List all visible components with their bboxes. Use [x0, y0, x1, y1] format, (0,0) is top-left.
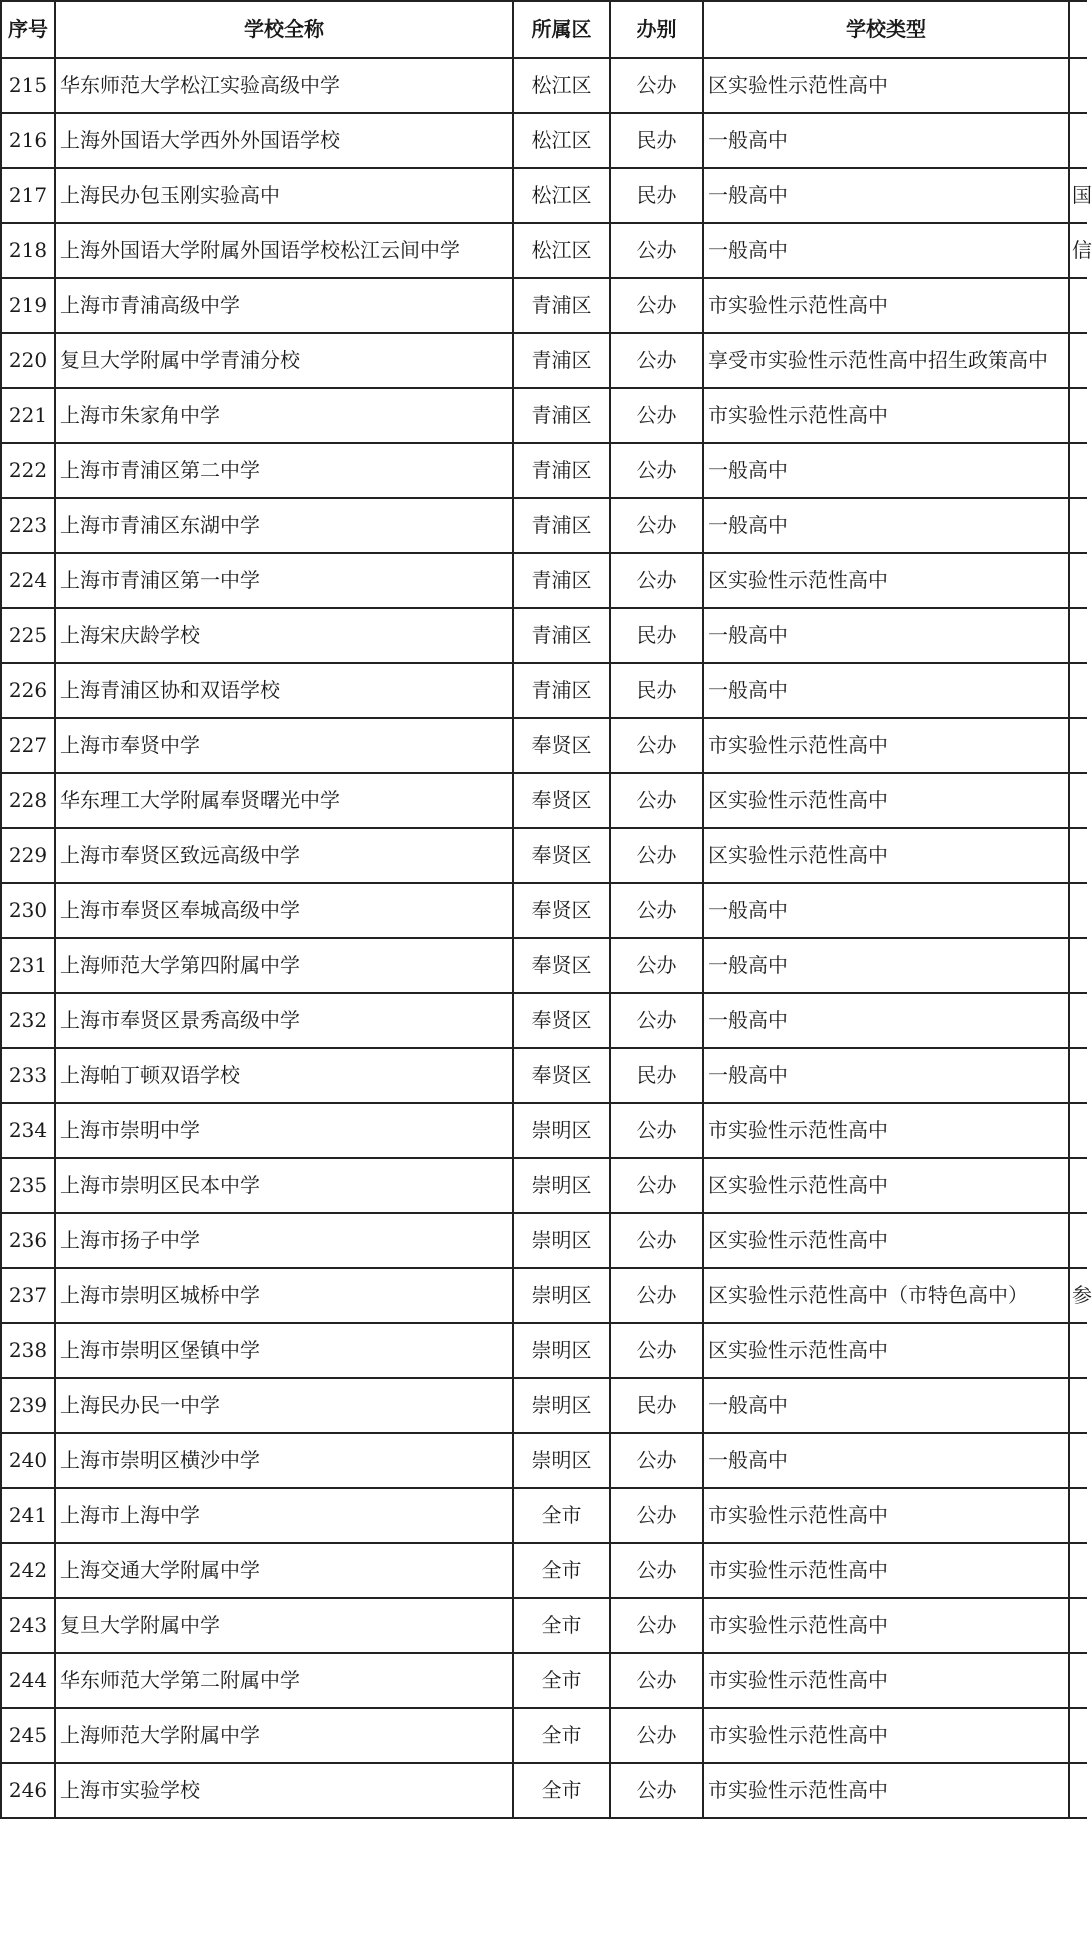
ownership-cell: 公办 [610, 1543, 703, 1598]
table-row [1, 1378, 1087, 1433]
row-index: 217 [1, 168, 55, 223]
school-name-cell: 复旦大学附属中学 [55, 1598, 513, 1653]
remarks-cell [1069, 113, 1087, 168]
row-index: 215 [1, 58, 55, 113]
school-name-cell: 华东师范大学松江实验高级中学 [55, 58, 513, 113]
district-cell: 崇明区 [513, 1103, 610, 1158]
remarks-cell [1069, 1543, 1087, 1598]
school-name-cell: 上海市奉贤区景秀高级中学 [55, 993, 513, 1048]
district-cell: 青浦区 [513, 608, 610, 663]
school-type-cell: 一般高中 [703, 608, 1069, 663]
district-cell: 奉贤区 [513, 938, 610, 993]
row-index: 221 [1, 388, 55, 443]
ownership-cell: 公办 [610, 1598, 703, 1653]
school-name-cell: 上海市崇明区城桥中学 [55, 1268, 513, 1323]
district-cell: 崇明区 [513, 1323, 610, 1378]
district-cell: 全市 [513, 1543, 610, 1598]
school-type-cell: 区实验性示范性高中 [703, 828, 1069, 883]
district-cell: 青浦区 [513, 553, 610, 608]
school-name-cell: 上海交通大学附属中学 [55, 1543, 513, 1598]
ownership-cell: 公办 [610, 718, 703, 773]
row-index: 234 [1, 1103, 55, 1158]
table-row [1, 553, 1087, 608]
row-index: 218 [1, 223, 55, 278]
ownership-cell: 公办 [610, 828, 703, 883]
row-index: 237 [1, 1268, 55, 1323]
ownership-cell: 公办 [610, 443, 703, 498]
ownership-cell: 公办 [610, 1708, 703, 1763]
ownership-cell: 公办 [610, 333, 703, 388]
school-name-cell: 上海市扬子中学 [55, 1213, 513, 1268]
school-type-cell: 区实验性示范性高中 [703, 553, 1069, 608]
school-type-cell: 市实验性示范性高中 [703, 1653, 1069, 1708]
district-cell: 崇明区 [513, 1378, 610, 1433]
remarks-cell [1069, 1653, 1087, 1708]
school-type-cell: 区实验性示范性高中 [703, 1158, 1069, 1213]
district-cell: 松江区 [513, 168, 610, 223]
district-cell: 全市 [513, 1763, 610, 1818]
header-index: 序号 [1, 1, 55, 58]
ownership-cell: 公办 [610, 1268, 703, 1323]
ownership-cell: 公办 [610, 1323, 703, 1378]
school-name-cell: 上海市崇明区横沙中学 [55, 1433, 513, 1488]
district-cell: 青浦区 [513, 443, 610, 498]
remarks-cell [1069, 1433, 1087, 1488]
school-name-cell: 上海市青浦区第一中学 [55, 553, 513, 608]
school-type-cell: 区实验性示范性高中（市特色高中） [703, 1268, 1069, 1323]
table-row [1, 608, 1087, 663]
remarks-cell [1069, 883, 1087, 938]
remarks-cell [1069, 333, 1087, 388]
ownership-cell: 公办 [610, 993, 703, 1048]
table-row [1, 113, 1087, 168]
remarks-cell [1069, 1158, 1087, 1213]
table-row [1, 993, 1087, 1048]
remarks-cell [1069, 1488, 1087, 1543]
district-cell: 奉贤区 [513, 883, 610, 938]
table-row [1, 1213, 1087, 1268]
remarks-cell [1069, 388, 1087, 443]
ownership-cell: 公办 [610, 1103, 703, 1158]
table-row [1, 278, 1087, 333]
header-school-name: 学校全称 [55, 1, 513, 58]
school-name-cell: 上海外国语大学西外外国语学校 [55, 113, 513, 168]
school-name-cell: 复旦大学附属中学青浦分校 [55, 333, 513, 388]
school-name-cell: 华东理工大学附属奉贤曙光中学 [55, 773, 513, 828]
row-index: 231 [1, 938, 55, 993]
remarks-cell [1069, 1708, 1087, 1763]
school-type-cell: 市实验性示范性高中 [703, 388, 1069, 443]
header-district: 所属区 [513, 1, 610, 58]
remarks-cell: 信 [1069, 223, 1087, 278]
district-cell: 奉贤区 [513, 828, 610, 883]
school-type-cell: 市实验性示范性高中 [703, 1598, 1069, 1653]
school-type-cell: 一般高中 [703, 1433, 1069, 1488]
ownership-cell: 公办 [610, 223, 703, 278]
school-type-cell: 一般高中 [703, 993, 1069, 1048]
remarks-cell [1069, 608, 1087, 663]
ownership-cell: 公办 [610, 938, 703, 993]
remarks-cell [1069, 58, 1087, 113]
school-name-cell: 上海市实验学校 [55, 1763, 513, 1818]
table-row [1, 1323, 1087, 1378]
row-index: 220 [1, 333, 55, 388]
ownership-cell: 公办 [610, 553, 703, 608]
row-index: 219 [1, 278, 55, 333]
table-row [1, 223, 1087, 278]
ownership-cell: 民办 [610, 113, 703, 168]
district-cell: 奉贤区 [513, 718, 610, 773]
row-index: 236 [1, 1213, 55, 1268]
school-name-cell: 上海市青浦高级中学 [55, 278, 513, 333]
ownership-cell: 民办 [610, 168, 703, 223]
district-cell: 全市 [513, 1653, 610, 1708]
school-type-cell: 一般高中 [703, 883, 1069, 938]
row-index: 233 [1, 1048, 55, 1103]
table-row [1, 1268, 1087, 1323]
school-name-cell: 上海市青浦区东湖中学 [55, 498, 513, 553]
remarks-cell [1069, 828, 1087, 883]
ownership-cell: 公办 [610, 1763, 703, 1818]
row-index: 235 [1, 1158, 55, 1213]
remarks-cell [1069, 1598, 1087, 1653]
header-remarks [1069, 1, 1087, 58]
district-cell: 崇明区 [513, 1158, 610, 1213]
table-row [1, 1488, 1087, 1543]
row-index: 224 [1, 553, 55, 608]
district-cell: 全市 [513, 1488, 610, 1543]
row-index: 222 [1, 443, 55, 498]
ownership-cell: 公办 [610, 278, 703, 333]
remarks-cell: 参 [1069, 1268, 1087, 1323]
ownership-cell: 公办 [610, 1433, 703, 1488]
district-cell: 青浦区 [513, 333, 610, 388]
table-row [1, 1103, 1087, 1158]
row-index: 239 [1, 1378, 55, 1433]
school-name-cell: 上海市崇明区民本中学 [55, 1158, 513, 1213]
school-type-cell: 市实验性示范性高中 [703, 1543, 1069, 1598]
school-type-cell: 区实验性示范性高中 [703, 773, 1069, 828]
table-row [1, 58, 1087, 113]
ownership-cell: 民办 [610, 608, 703, 663]
table-row [1, 718, 1087, 773]
remarks-cell [1069, 773, 1087, 828]
table-row [1, 1158, 1087, 1213]
row-index: 238 [1, 1323, 55, 1378]
district-cell: 全市 [513, 1708, 610, 1763]
school-type-cell: 一般高中 [703, 168, 1069, 223]
district-cell: 全市 [513, 1598, 610, 1653]
table-row [1, 1598, 1087, 1653]
remarks-cell [1069, 1323, 1087, 1378]
row-index: 216 [1, 113, 55, 168]
school-name-cell: 上海市奉贤区奉城高级中学 [55, 883, 513, 938]
school-type-cell: 一般高中 [703, 1378, 1069, 1433]
district-cell: 松江区 [513, 113, 610, 168]
ownership-cell: 民办 [610, 1378, 703, 1433]
school-name-cell: 上海民办包玉刚实验高中 [55, 168, 513, 223]
table-row [1, 938, 1087, 993]
row-index: 232 [1, 993, 55, 1048]
school-type-cell: 市实验性示范性高中 [703, 718, 1069, 773]
remarks-cell [1069, 278, 1087, 333]
school-name-cell: 上海师范大学附属中学 [55, 1708, 513, 1763]
table-row [1, 388, 1087, 443]
school-name-cell: 上海市崇明区堡镇中学 [55, 1323, 513, 1378]
table-row [1, 443, 1087, 498]
remarks-cell [1069, 498, 1087, 553]
district-cell: 奉贤区 [513, 773, 610, 828]
ownership-cell: 公办 [610, 1158, 703, 1213]
school-name-cell: 上海市朱家角中学 [55, 388, 513, 443]
row-index: 230 [1, 883, 55, 938]
school-type-cell: 一般高中 [703, 223, 1069, 278]
school-type-cell: 区实验性示范性高中 [703, 58, 1069, 113]
table-row [1, 883, 1087, 938]
school-type-cell: 一般高中 [703, 663, 1069, 718]
school-name-cell: 上海市奉贤区致远高级中学 [55, 828, 513, 883]
row-index: 245 [1, 1708, 55, 1763]
table-header [1, 1, 1087, 58]
ownership-cell: 公办 [610, 1653, 703, 1708]
school-name-cell: 上海市崇明中学 [55, 1103, 513, 1158]
district-cell: 奉贤区 [513, 1048, 610, 1103]
district-cell: 松江区 [513, 58, 610, 113]
ownership-cell: 公办 [610, 1213, 703, 1268]
row-index: 225 [1, 608, 55, 663]
table-row [1, 168, 1087, 223]
school-name-cell: 华东师范大学第二附属中学 [55, 1653, 513, 1708]
remarks-cell [1069, 1213, 1087, 1268]
table-body [1, 58, 1092, 1818]
school-type-cell: 区实验性示范性高中 [703, 1213, 1069, 1268]
table-row [1, 1653, 1087, 1708]
table-row [1, 663, 1087, 718]
table-row [1, 773, 1087, 828]
remarks-cell [1069, 1763, 1087, 1818]
remarks-cell [1069, 718, 1087, 773]
school-name-cell: 上海青浦区协和双语学校 [55, 663, 513, 718]
row-index: 244 [1, 1653, 55, 1708]
district-cell: 崇明区 [513, 1433, 610, 1488]
school-type-cell: 市实验性示范性高中 [703, 1708, 1069, 1763]
table-row [1, 828, 1087, 883]
ownership-cell: 公办 [610, 58, 703, 113]
row-index: 243 [1, 1598, 55, 1653]
table-row [1, 498, 1087, 553]
school-type-cell: 市实验性示范性高中 [703, 1103, 1069, 1158]
district-cell: 青浦区 [513, 278, 610, 333]
row-index: 240 [1, 1433, 55, 1488]
table-row [1, 1048, 1087, 1103]
district-cell: 奉贤区 [513, 993, 610, 1048]
school-name-cell: 上海市奉贤中学 [55, 718, 513, 773]
row-index: 241 [1, 1488, 55, 1543]
row-index: 242 [1, 1543, 55, 1598]
row-index: 229 [1, 828, 55, 883]
district-cell: 崇明区 [513, 1213, 610, 1268]
remarks-cell [1069, 663, 1087, 718]
school-name-cell: 上海市青浦区第二中学 [55, 443, 513, 498]
remarks-cell [1069, 443, 1087, 498]
school-type-cell: 一般高中 [703, 1048, 1069, 1103]
header-ownership: 办别 [610, 1, 703, 58]
header-row [1, 1, 1087, 58]
table-row [1, 333, 1087, 388]
ownership-cell: 公办 [610, 773, 703, 828]
ownership-cell: 民办 [610, 663, 703, 718]
remarks-cell [1069, 553, 1087, 608]
school-type-cell: 一般高中 [703, 938, 1069, 993]
district-cell: 松江区 [513, 223, 610, 278]
remarks-cell [1069, 1378, 1087, 1433]
district-cell: 崇明区 [513, 1268, 610, 1323]
remarks-cell [1069, 1048, 1087, 1103]
school-type-cell: 一般高中 [703, 498, 1069, 553]
school-type-cell: 一般高中 [703, 113, 1069, 168]
row-index: 246 [1, 1763, 55, 1818]
school-type-cell: 区实验性示范性高中 [703, 1323, 1069, 1378]
table-row [1, 1543, 1087, 1598]
header-school-type: 学校类型 [703, 1, 1069, 58]
school-type-cell: 一般高中 [703, 443, 1069, 498]
school-type-cell: 市实验性示范性高中 [703, 278, 1069, 333]
remarks-cell [1069, 993, 1087, 1048]
school-name-cell: 上海外国语大学附属外国语学校松江云间中学 [55, 223, 513, 278]
ownership-cell: 公办 [610, 498, 703, 553]
district-cell: 青浦区 [513, 663, 610, 718]
row-index: 223 [1, 498, 55, 553]
school-name-cell: 上海师范大学第四附属中学 [55, 938, 513, 993]
ownership-cell: 公办 [610, 883, 703, 938]
table-row [1, 1708, 1087, 1763]
school-name-cell: 上海市上海中学 [55, 1488, 513, 1543]
ownership-cell: 公办 [610, 1488, 703, 1543]
row-index: 228 [1, 773, 55, 828]
school-type-cell: 享受市实验性示范性高中招生政策高中 [703, 333, 1069, 388]
ownership-cell: 公办 [610, 388, 703, 443]
table-row [1, 1433, 1087, 1488]
remarks-cell [1069, 938, 1087, 993]
school-type-cell: 市实验性示范性高中 [703, 1488, 1069, 1543]
district-cell: 青浦区 [513, 388, 610, 443]
row-index: 227 [1, 718, 55, 773]
remarks-cell: 国 [1069, 168, 1087, 223]
table-row [1, 1763, 1087, 1818]
school-name-cell: 上海民办民一中学 [55, 1378, 513, 1433]
school-type-cell: 市实验性示范性高中 [703, 1763, 1069, 1818]
ownership-cell: 民办 [610, 1048, 703, 1103]
school-name-cell: 上海宋庆龄学校 [55, 608, 513, 663]
district-cell: 青浦区 [513, 498, 610, 553]
school-name-cell: 上海帕丁顿双语学校 [55, 1048, 513, 1103]
row-index: 226 [1, 663, 55, 718]
remarks-cell [1069, 1103, 1087, 1158]
